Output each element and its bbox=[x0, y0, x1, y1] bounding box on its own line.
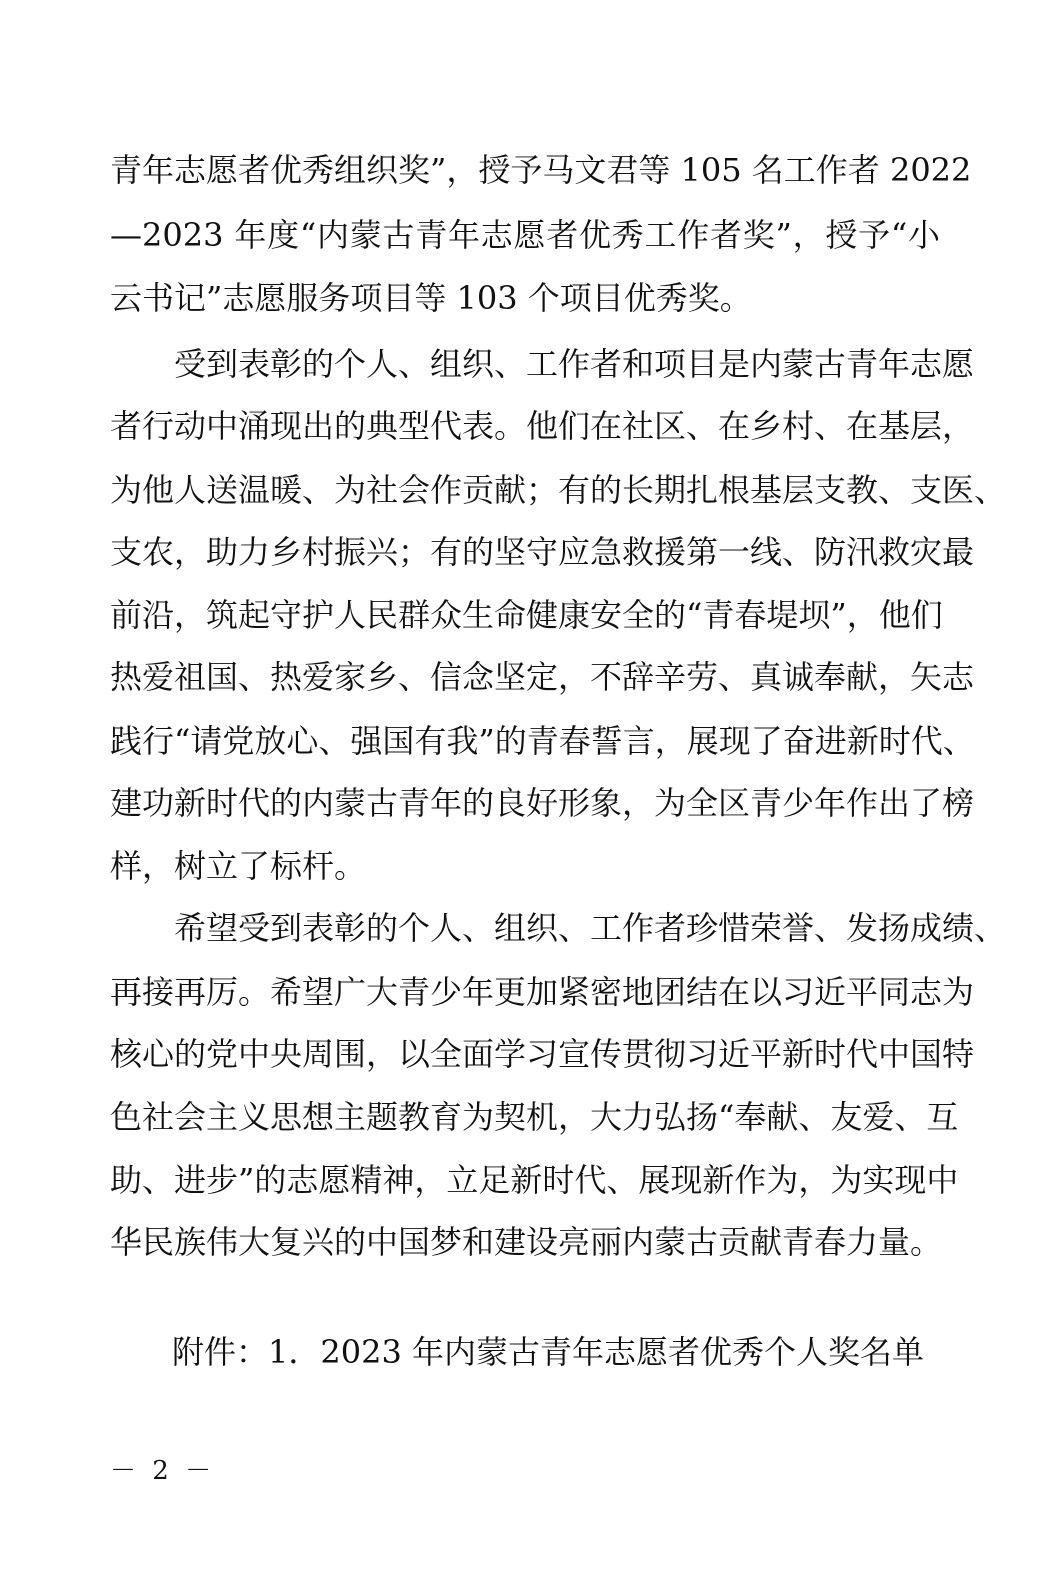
paragraph-line: 为他人送温暖、为社会作贡献；有的长期扎根基层支教、支医、 bbox=[110, 471, 1007, 509]
paragraph-line: 青年志愿者优秀组织奖”，授予马文君等 105 名工作者 2022 bbox=[110, 151, 972, 189]
paragraph-line: 华民族伟大复兴的中国梦和建设亮丽内蒙古贡献青春力量。 bbox=[110, 1223, 943, 1261]
paragraph-line: 热爱祖国、热爱家乡、信念坚定，不辞辛劳、真诚奉献，矢志 bbox=[110, 658, 975, 696]
attachment-line: 附件：1．2023 年内蒙古青年志愿者优秀个人奖名单 bbox=[172, 1333, 924, 1371]
paragraph-line: 云书记”志愿服务项目等 103 个项目优秀奖。 bbox=[110, 279, 752, 317]
paragraph-line: 样，树立了标杆。 bbox=[110, 847, 367, 885]
paragraph-line: —2023 年度“内蒙古青年志愿者优秀工作者奖”，授予“小 bbox=[110, 216, 940, 254]
paragraph-line: 助、进步”的志愿精神，立足新时代、展现新作为，为实现中 bbox=[110, 1161, 959, 1199]
paragraph-line: 建功新时代的内蒙古青年的良好形象，为全区青少年作出了榜 bbox=[110, 784, 975, 822]
paragraph-line: 色社会主义思想主题教育为契机，大力弘扬“奉献、友爱、互 bbox=[110, 1098, 959, 1136]
paragraph-line: 支农，助力乡村振兴；有的坚守应急救援第一线、防汛救灾最 bbox=[110, 533, 975, 571]
paragraph-line: 核心的党中央周围，以全面学习宣传贯彻习近平新时代中国特 bbox=[110, 1035, 975, 1073]
paragraph-line: 者行动中涌现出的典型代表。他们在社区、在乡村、在基层， bbox=[110, 407, 975, 445]
page-number: － 2 － bbox=[110, 1456, 216, 1486]
paragraph-line: 前沿，筑起守护人民群众生命健康安全的“青春堤坝”，他们 bbox=[110, 596, 943, 634]
paragraph-line: 受到表彰的个人、组织、工作者和项目是内蒙古青年志愿 bbox=[110, 345, 975, 383]
paragraph-line: 希望受到表彰的个人、组织、工作者珍惜荣誉、发扬成绩、 bbox=[110, 909, 1007, 947]
paragraph-line: 践行“请党放心、强国有我”的青春誓言，展现了奋进新时代、 bbox=[110, 722, 975, 760]
paragraph-line: 再接再厉。希望广大青少年更加紧密地团结在以习近平同志为 bbox=[110, 973, 975, 1011]
